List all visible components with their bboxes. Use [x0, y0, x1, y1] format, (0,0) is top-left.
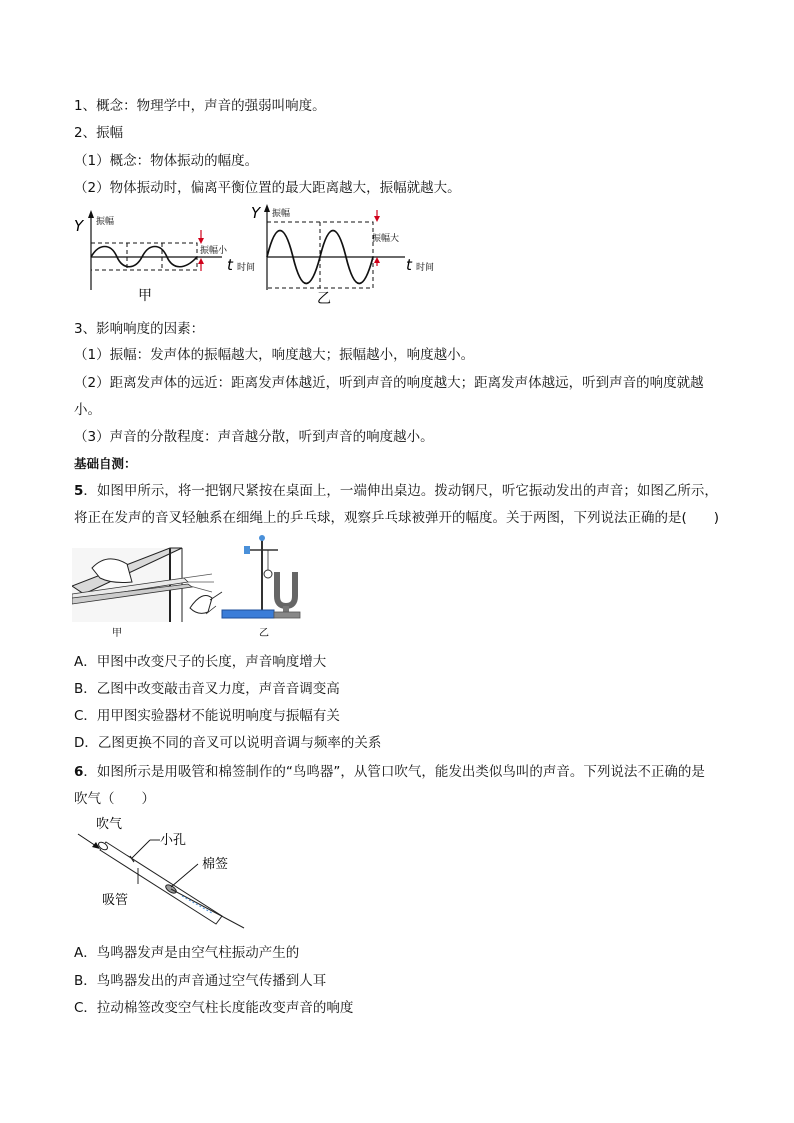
amp-label: 振幅	[96, 217, 115, 227]
q6-number: 6	[74, 764, 84, 780]
q6-line1	[74, 762, 705, 782]
tuning-fork-illustration	[222, 535, 300, 639]
caption-yi: 乙	[317, 291, 331, 307]
factor-distance-line2: 小。	[74, 402, 101, 418]
label-straw: 吸管	[102, 893, 129, 908]
time-label: 时间	[416, 263, 435, 273]
q5-figure	[72, 534, 312, 642]
straw-illustration	[97, 841, 244, 928]
q5-option-d: D．乙图更换不同的音叉可以说明音调与频率的关系	[74, 735, 382, 751]
label-swab: 棉签	[202, 857, 229, 872]
q6-option-a: A．鸟鸣器发声是由空气柱振动产生的	[74, 945, 300, 961]
label-blow: 吹气	[96, 817, 123, 832]
caption-jia: 甲	[112, 628, 122, 639]
q5-number: 5	[74, 483, 84, 499]
t-axis-label: t	[406, 256, 412, 274]
factor-amplitude: （1）振幅：发声体的振幅越大，响度越大；振幅越小，响度越小。	[74, 347, 475, 363]
side-label: 振幅小	[200, 246, 228, 256]
q6-option-b: B．鸟鸣器发出的声音通过空气传播到人耳	[74, 973, 327, 989]
ruler-table-illustration	[72, 548, 222, 639]
caption-jia: 甲	[138, 288, 152, 304]
q5-line1	[74, 481, 718, 501]
y-axis-label: Y	[251, 204, 261, 222]
time-label: 时间	[237, 263, 256, 273]
quiz-header: 基础自测：	[74, 456, 137, 471]
wave-panel-large	[251, 204, 434, 307]
side-label: 振幅大	[372, 234, 400, 244]
section-factors-title: 3、影响响度的因素：	[74, 321, 205, 337]
paragraph-amplitude-heading: 2、振幅	[74, 125, 124, 141]
q5-option-c: C．用甲图实验器材不能说明响度与振幅有关	[74, 708, 340, 724]
q6-text-line1: ．如图所示是用吸管和棉签制作的“鸟鸣器”，从管口吹气，能发出类似鸟叫的声音。下列说法不正确的是	[83, 764, 705, 780]
label-hole: 小孔	[160, 833, 187, 848]
q6-line2: 吹气（ ）	[74, 791, 155, 807]
paragraph-amplitude-def: （1）概念：物体振动的幅度。	[74, 153, 259, 169]
wave-panel-small	[74, 210, 255, 304]
q5-text-line1: ．如图甲所示，将一把钢尺紧按在桌面上，一端伸出桌边。拨动钢尺，听它振动发出的声音；如图乙所示，	[83, 483, 718, 499]
amp-label: 振幅	[272, 209, 291, 219]
paragraph-amplitude-rule: （2）物体振动时，偏离平衡位置的最大距离越大，振幅就越大。	[74, 180, 461, 196]
factor-distance-line1: （2）距离发声体的远近：距离发声体越近，听到声音的响度越大；距离发声体越远，听到声音的响度就越	[74, 375, 704, 391]
factor-dispersion: （3）声音的分散程度：声音越分散，听到声音的响度越小。	[74, 429, 434, 445]
q6-option-c: C．拉动棉签改变空气柱长度能改变声音的响度	[74, 1000, 354, 1016]
q5-line2: 将正在发声的音叉轻触系在细绳上的乒乓球，观察乒乓球被弹开的幅度。关于两图，下列说法正确的是( )	[74, 510, 720, 526]
q5-option-a: A．甲图中改变尺子的长度，声音响度增大	[74, 654, 327, 670]
caption-yi: 乙	[259, 628, 269, 639]
q5-option-b: B．乙图中改变敲击音叉力度，声音音调变高	[74, 681, 340, 697]
t-axis-label: t	[227, 256, 233, 274]
y-axis-label: Y	[74, 217, 84, 235]
q6-figure	[72, 812, 262, 930]
amplitude-wave-figure	[70, 200, 450, 308]
paragraph-loudness-def: 1、概念：物理学中，声音的强弱叫响度。	[74, 98, 326, 114]
